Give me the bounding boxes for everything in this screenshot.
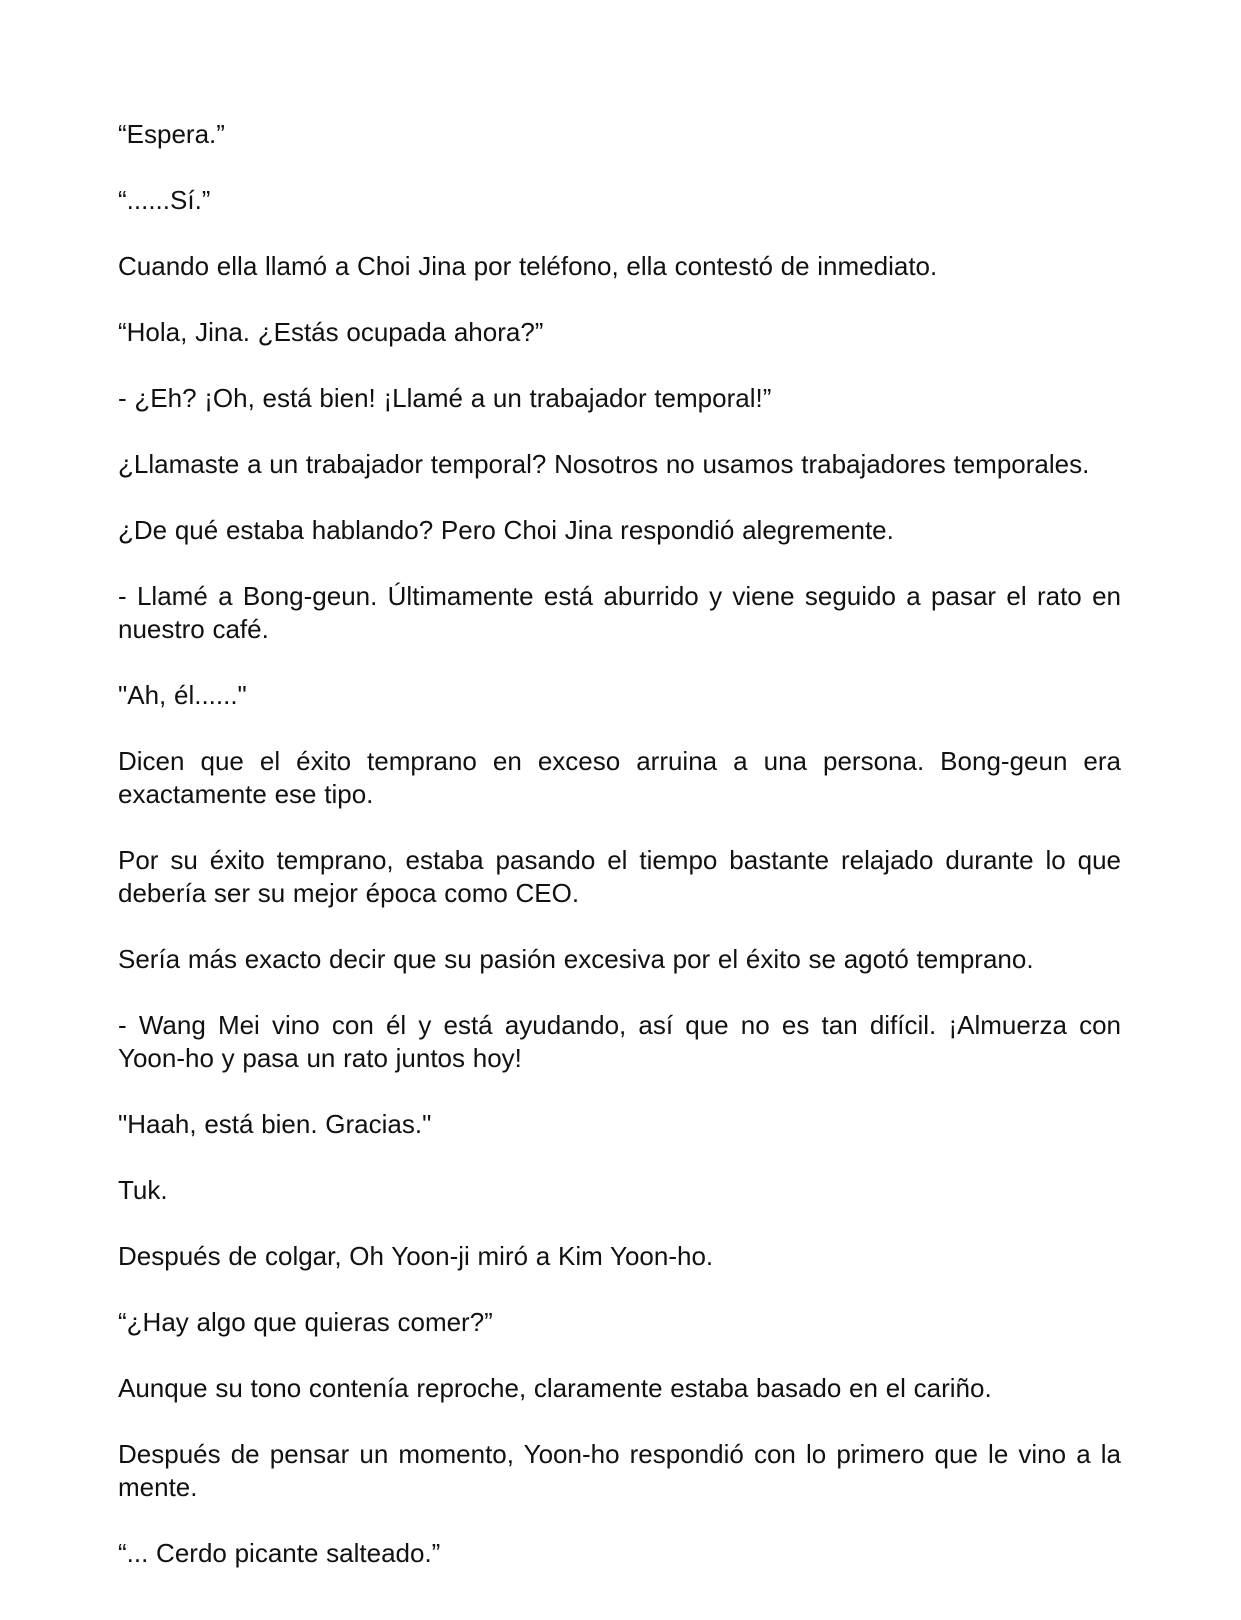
paragraph-11: Por su éxito temprano, estaba pasando el tiempo bastante relajado durante lo que debería ser su mejor época como CEO. [118, 845, 1121, 908]
paragraph-19: Después de pensar un momento, Yoon-ho respondió con lo primero que le vino a la mente. [118, 1439, 1121, 1502]
paragraph-4: “Hola, Jina. ¿Estás ocupada ahora?” [118, 317, 544, 347]
paragraph-13: - Wang Mei vino con él y está ayudando, así que no es tan difícil. ¡Almuerza con Yoon-ho y pasa un rato juntos hoy! [118, 1010, 1121, 1073]
text-body [118, 118, 1121, 1570]
paragraph-5: - ¿Eh? ¡Oh, está bien! ¡Llamé a un trabajador temporal!” [118, 383, 772, 413]
paragraph-8: - Llamé a Bong-geun. Últimamente está aburrido y viene seguido a pasar el rato en nuestro café. [118, 581, 1121, 644]
paragraph-3: Cuando ella llamó a Choi Jina por teléfono, ella contestó de inmediato. [118, 251, 938, 281]
paragraph-16: Después de colgar, Oh Yoon-ji miró a Kim Yoon-ho. [118, 1241, 714, 1271]
paragraph-6: ¿Llamaste a un trabajador temporal? Nosotros no usamos trabajadores temporales. [118, 449, 1090, 479]
paragraph-14: "Haah, está bien. Gracias." [118, 1109, 432, 1139]
paragraph-18: Aunque su tono contenía reproche, claramente estaba basado en el cariño. [118, 1373, 992, 1403]
paragraph-15: Tuk. [118, 1175, 168, 1205]
paragraph-7: ¿De qué estaba hablando? Pero Choi Jina respondió alegremente. [118, 515, 894, 545]
paragraph-2: “......Sí.” [118, 185, 211, 215]
paragraph-17: “¿Hay algo que quieras comer?” [118, 1307, 493, 1337]
paragraph-10: Dicen que el éxito temprano en exceso arruina a una persona. Bong-geun era exactamente ese tipo. [118, 746, 1121, 809]
paragraph-9: "Ah, él......" [118, 680, 247, 710]
paragraph-20: “... Cerdo picante salteado.” [118, 1538, 441, 1568]
paragraph-12: Sería más exacto decir que su pasión excesiva por el éxito se agotó temprano. [118, 944, 1034, 974]
paragraph-1: “Espera.” [118, 119, 225, 149]
